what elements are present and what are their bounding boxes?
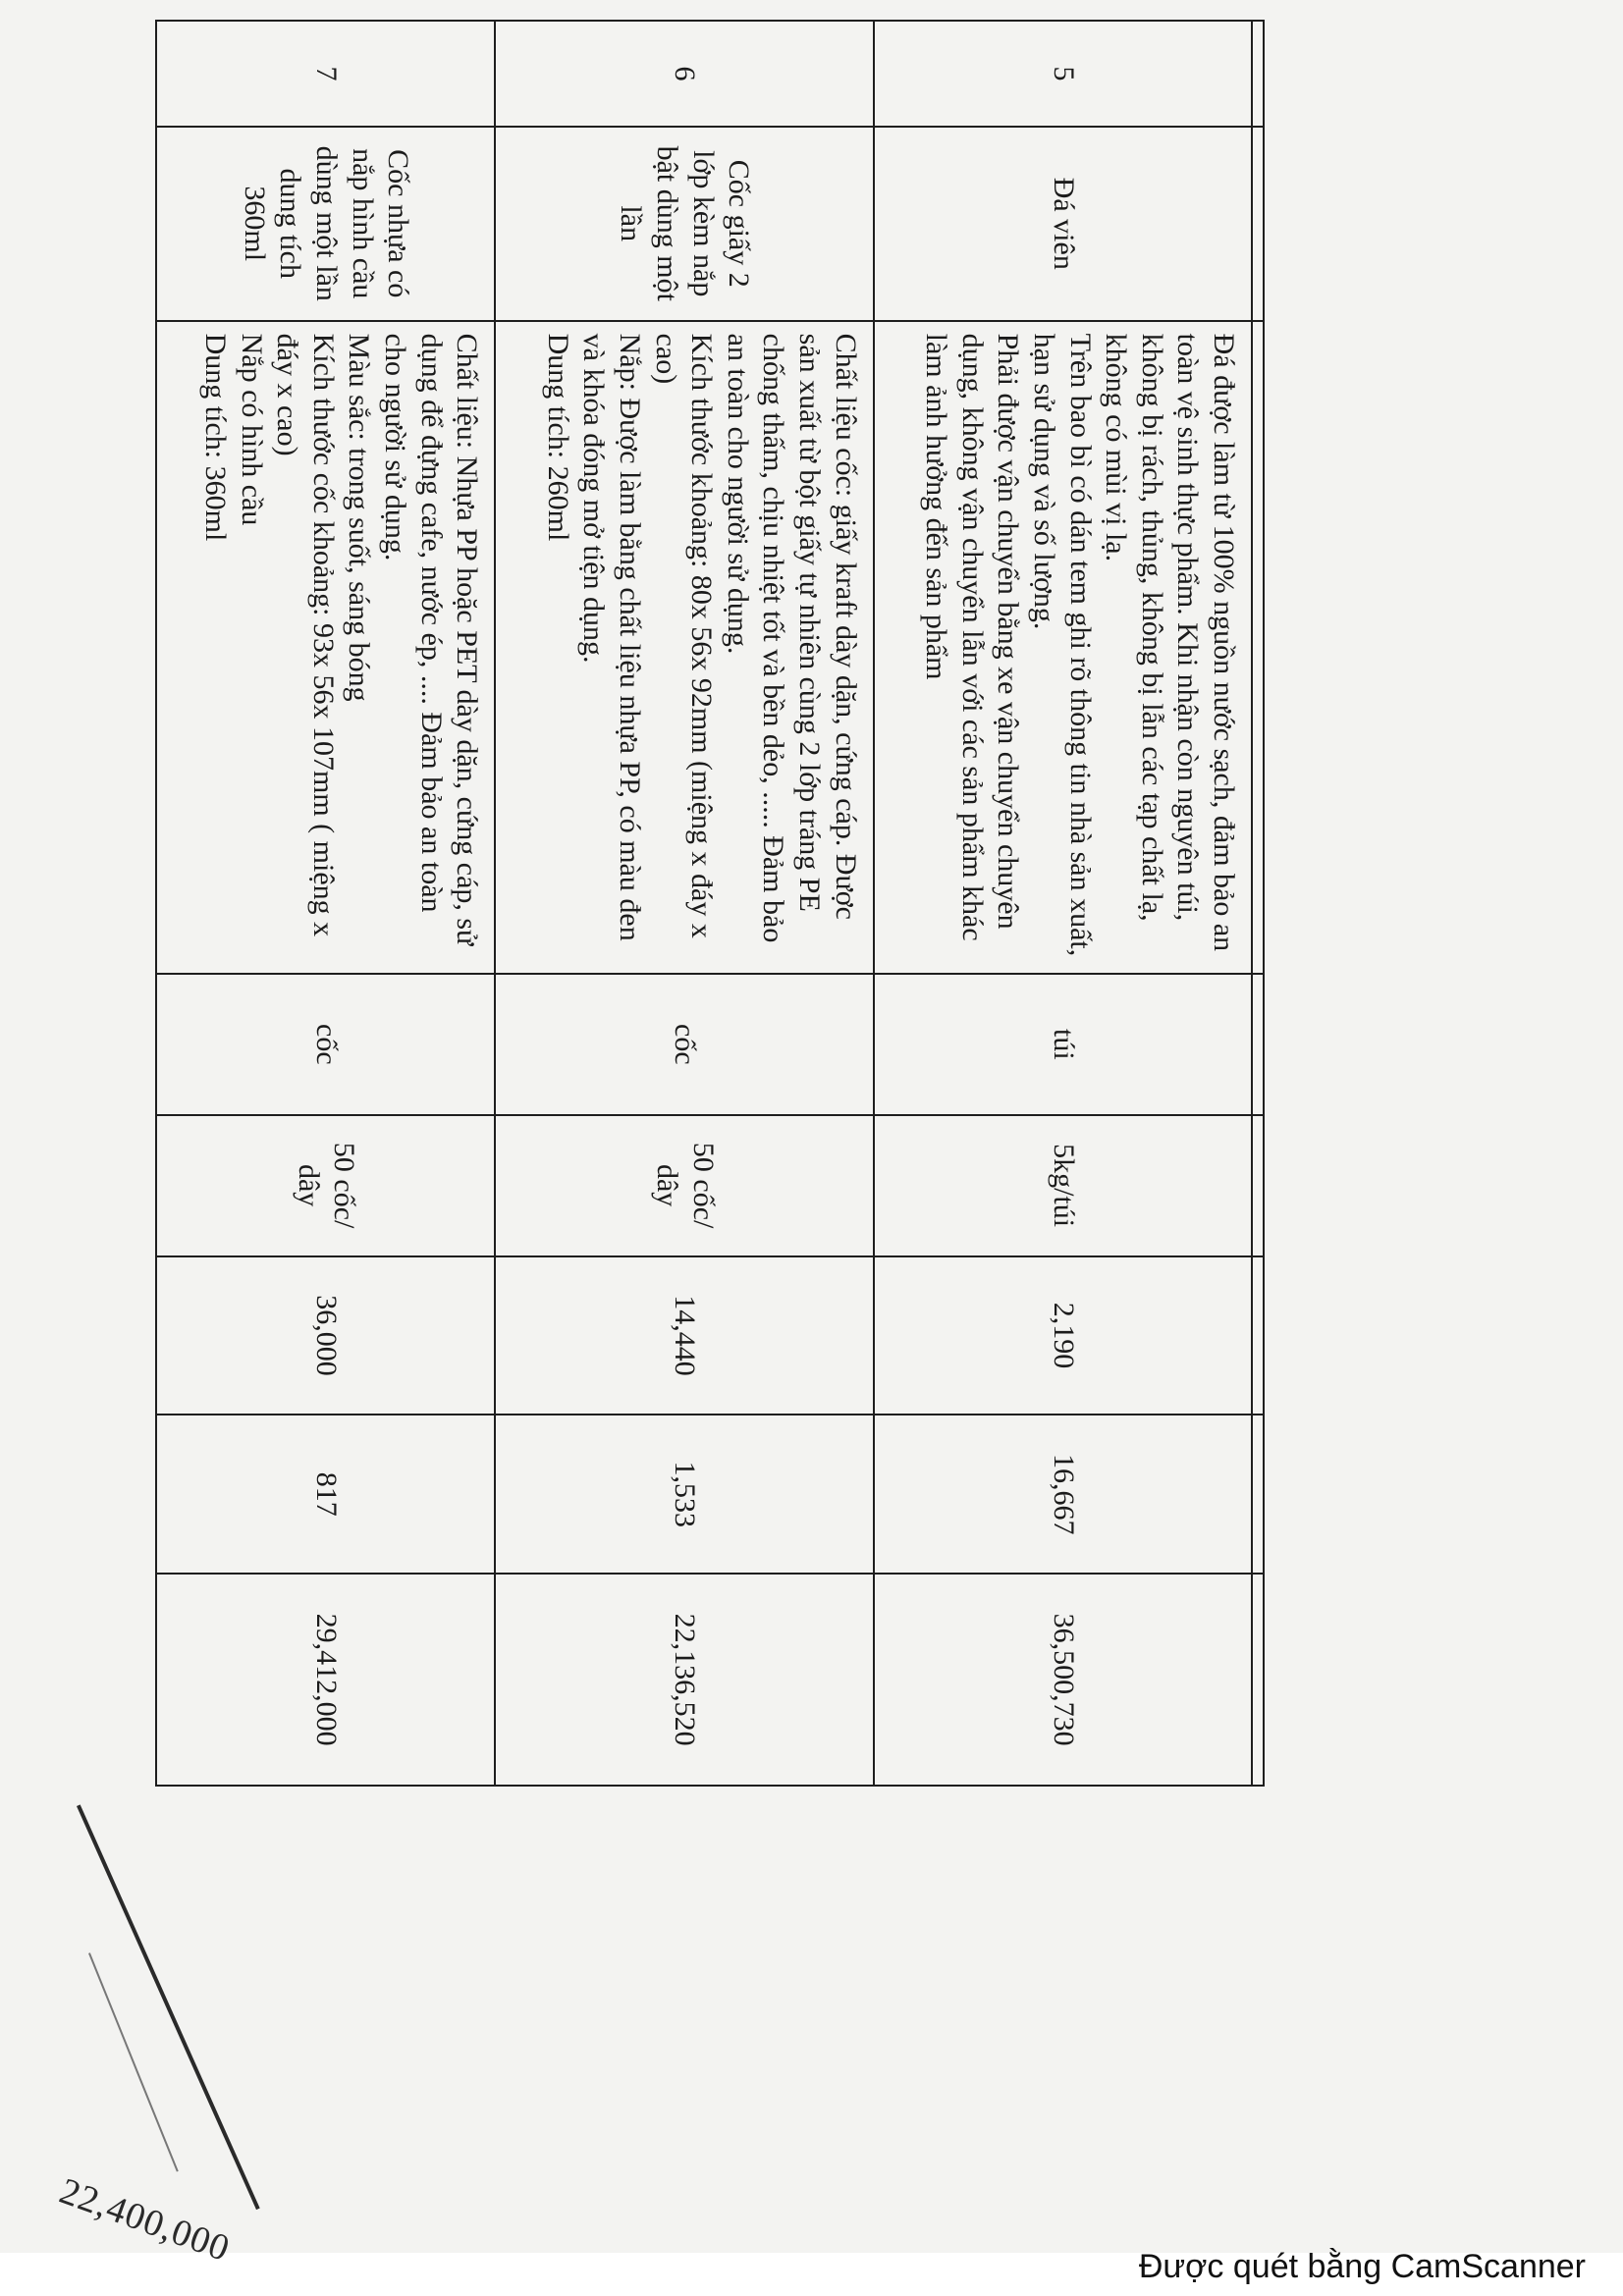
item-unit-price: 817 bbox=[156, 1415, 495, 1574]
item-unit: cốc bbox=[156, 974, 495, 1115]
table-top-edge bbox=[1252, 21, 1264, 1786]
description-line: Màu sắc: trong suốt, sáng bóng bbox=[343, 333, 376, 702]
corner-handwritten-amount: 22,400,000 bbox=[54, 2169, 236, 2270]
item-total: 36,500,730 bbox=[874, 1574, 1252, 1786]
goods-table bbox=[155, 20, 1265, 1787]
description-line: Chất liệu: Nhựa PP hoặc PET dày dặn, cứng cáp, sử dụng để đựng cafe, nước ép, .... Đảm bảo an toàn cho người sử dụng. bbox=[379, 333, 484, 946]
description-line: Dung tích: 360ml bbox=[199, 333, 233, 542]
description-line: Nắp có hình cầu bbox=[235, 333, 268, 526]
item-quantity: 36,000 bbox=[156, 1256, 495, 1415]
table-row bbox=[156, 21, 495, 1786]
item-unit-price: 16,667 bbox=[874, 1415, 1252, 1574]
item-unit: túi bbox=[874, 974, 1252, 1115]
description-line: Chất liệu cốc: giấy kraft dày dặn, cứng cáp. Được sản xuất từ bột giấy tự nhiên cùng 2 lớp tráng PE chống thấm, chịu nhiệt tốt và bền dẻo, ..... Đảm bảo an toàn cho người sử dụng. bbox=[721, 333, 862, 943]
description-line: Phải được vận chuyển bằng xe vận chuyển chuyên dụng, không vận chuyển lẫn với các sản phẩm khác làm ảnh hưởng đến sản phẩm bbox=[920, 333, 1025, 941]
item-description bbox=[495, 321, 873, 974]
item-description bbox=[874, 321, 1252, 974]
item-pack: 5kg/túi bbox=[874, 1115, 1252, 1256]
item-total: 22,136,520 bbox=[495, 1574, 873, 1786]
goods-table-rotated bbox=[155, 20, 1265, 1787]
table-row bbox=[495, 21, 873, 1786]
item-unit: cốc bbox=[495, 974, 873, 1115]
item-name: Cốc giấy 2 lớp kèm nắp bật dùng một lần bbox=[495, 127, 873, 321]
item-name: Cốc nhựa có nắp hình cầu dùng một lần dung tích 360ml bbox=[156, 127, 495, 321]
row-number: 7 bbox=[156, 21, 495, 127]
item-total: 29,412,000 bbox=[156, 1574, 495, 1786]
item-pack: 50 cốc/ dây bbox=[495, 1115, 873, 1256]
description-line: Dung tích: 260ml bbox=[541, 333, 574, 542]
description-line: Trên bao bì có dán tem ghi rõ thông tin nhà sản xuất, hạn sử dụng và số lượng. bbox=[1028, 333, 1097, 957]
item-quantity: 14,440 bbox=[495, 1256, 873, 1415]
description-line: Kích thước khoảng: 80x 56x 92mm (miệng x đáy x cao) bbox=[649, 333, 719, 938]
item-pack: 50 cốc/ dây bbox=[156, 1115, 495, 1256]
description-line: Nắp: Được làm bằng chất liệu nhựa PP, có màu đen và khóa đóng mở tiện dụng. bbox=[577, 333, 647, 941]
item-unit-price: 1,533 bbox=[495, 1415, 873, 1574]
description-line: Kích thước cốc khoảng: 93x 56x 107mm ( miệng x đáy x cao) bbox=[271, 333, 340, 937]
item-description bbox=[156, 321, 495, 974]
description-line: Đá được làm từ 100% nguồn nước sạch, đảm bảo an toàn vệ sinh thực phẩm. Khi nhận còn nguyên túi, không bị rách, thủng, không bị lẫn các tạp chất lạ, không có mùi vị lạ. bbox=[1100, 333, 1240, 952]
row-number: 5 bbox=[874, 21, 1252, 127]
item-name: Đá viên bbox=[874, 127, 1252, 321]
table-row bbox=[874, 21, 1252, 1786]
page-fold-line bbox=[88, 1952, 179, 2171]
item-quantity: 2,190 bbox=[874, 1256, 1252, 1415]
scanner-watermark: Được quét bằng CamScanner bbox=[1138, 2248, 1586, 2285]
row-number: 6 bbox=[495, 21, 873, 127]
